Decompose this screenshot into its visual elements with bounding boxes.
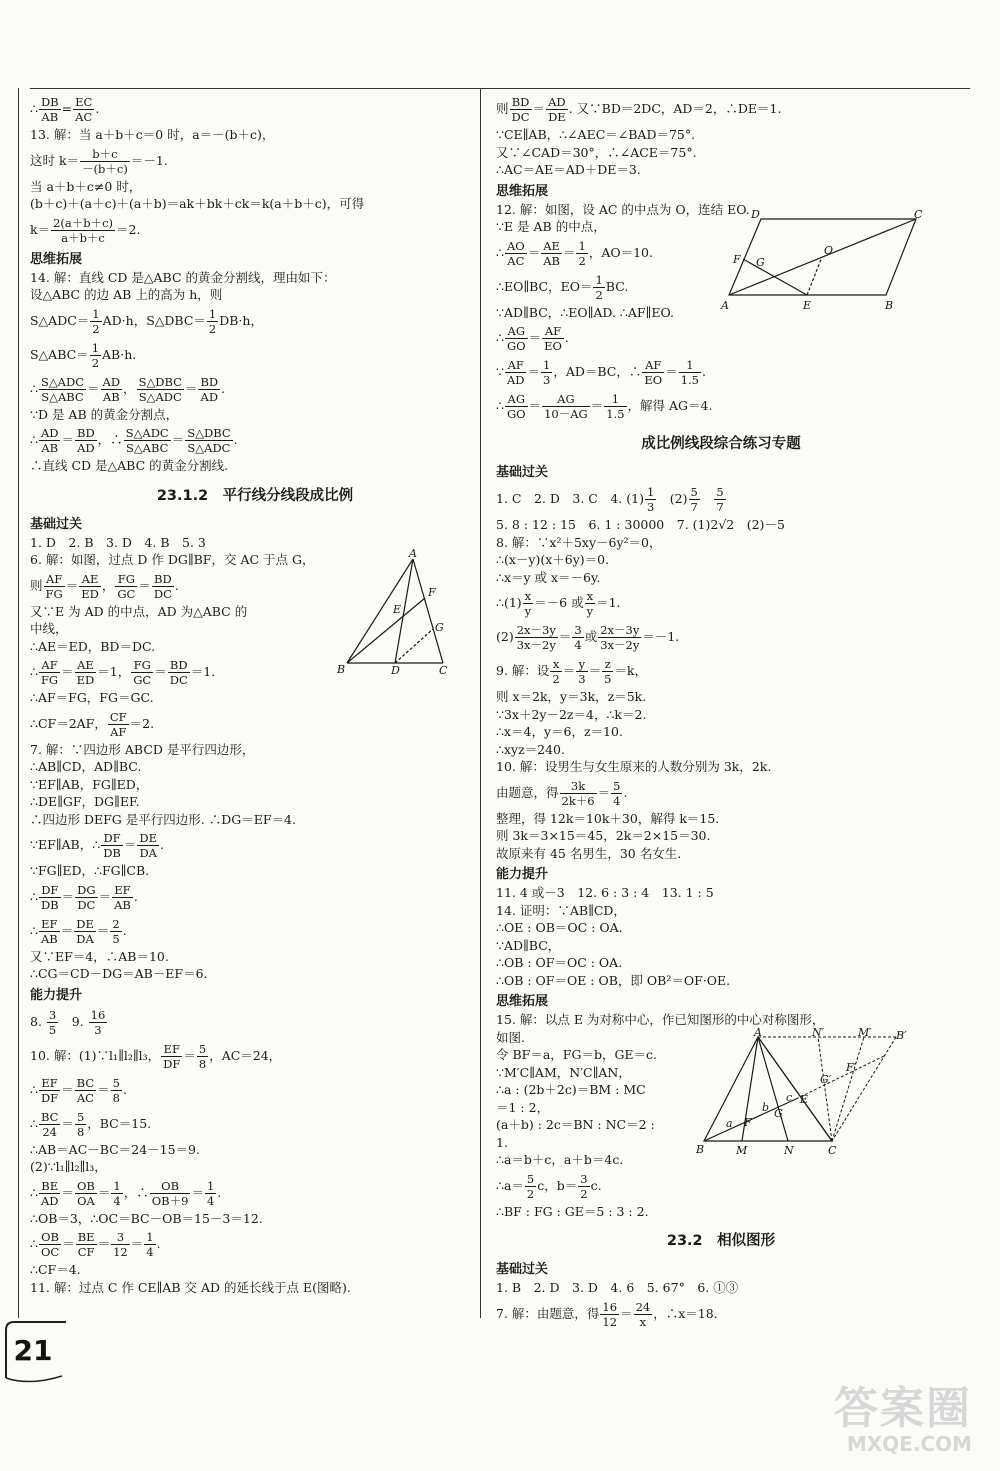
problem-9-line: 9. 解：设 $\frac{x}{2}$ ＝ $\frac{y}{3}$ ＝ $\frac{z}{5}$ ＝k，: [496, 657, 647, 686]
problem-14-line: ∵AD∥BC，: [496, 937, 561, 953]
problem-6-line: ∴CF＝2AF， $\frac{CF}{AF}$ ＝2.: [30, 709, 155, 739]
point-label-c: C: [828, 1144, 837, 1157]
problem-14-line: S△ADC＝ $\frac{1}{2}$ AD·h，S△DBC＝ $\frac{1}{2}$ DB·h，: [30, 306, 263, 336]
point-label-f: F: [428, 586, 436, 599]
segment-fe: [743, 259, 807, 295]
problem-14-line: ∴直线 CD 是△ABC 的黄金分割线.: [30, 458, 229, 473]
point-label-d: D: [751, 207, 760, 221]
segment-label-a: a: [726, 1117, 733, 1130]
point-label-e: E: [800, 1093, 809, 1106]
answers-1-4: 1. C 2. D 3. C 4. (1) $\frac{1}{3}$ (2) $\frac{5}{7}$ $\frac{5}{7}$: [496, 485, 724, 514]
problem-10-line: 10. 解：(1)∵l₁∥l₂∥l₃， $\frac{EF}{DF}$ ＝ $\frac{5}{8}$ ，AC＝24，: [30, 1041, 282, 1071]
answer-line: ∴ $\frac{DB}{AB}$ = $\frac{EC}{AC}$ .: [30, 95, 100, 124]
point-label-b: B: [885, 298, 894, 312]
triangle-symmetry-figure-problem-15: [696, 1026, 926, 1157]
problem-14-line: 14. 解：直线 CD 是△ABC 的黄金分割线，理由如下：: [30, 269, 336, 285]
segment-label-b: b: [762, 1101, 770, 1114]
problem-7-line: ∴CG＝CD－DG＝AB－EF＝6.: [30, 966, 208, 981]
problem-14-line: 设△ABC 的边 AB 上的高为 h，则: [30, 287, 223, 302]
problem-13-line: 这时 k＝ $\frac{b+c}{-(b+c)}$ ＝－1.: [30, 146, 168, 176]
point-label-m-prime: M′: [858, 1026, 872, 1039]
problem-10-line: (2)∵l₁∥l₂∥l₃，: [30, 1159, 107, 1174]
point-label-g: G: [435, 621, 444, 634]
problem-11-continued-line: 则 $\frac{BD}{DC}$ ＝ $\frac{AD}{DE}$ . 又∵BD＝2DC，AD＝2，∴DE＝1.: [496, 95, 782, 124]
triangle-figure-problem-6: [335, 547, 455, 677]
problem-7-line: ∵EF∥AB，FG∥ED，: [30, 776, 149, 792]
side-ac: [413, 559, 443, 663]
problem-14-line: ∵D 是 AB 的黄金分割点，: [30, 406, 179, 422]
problem-7-line: ∵EF∥AB，∴ $\frac{DF}{DB}$ ＝ $\frac{DE}{DA}$ .: [30, 831, 164, 860]
problem-10-line: 故原来有 45 名男生，30 名女生.: [496, 845, 682, 861]
point-label-o: O: [824, 243, 834, 257]
point-label-a: A: [721, 298, 729, 312]
problem-13-line: 13. 解：当 a＋b＋c＝0 时，a＝－(b＋c)，: [30, 127, 275, 142]
problem-10-line: ∴CF＝4.: [30, 1262, 81, 1277]
problem-9-line: ∴x＝4，y＝6，z＝10.: [496, 724, 623, 739]
heading-thinking-extension: 思维拓展: [30, 251, 83, 267]
problem-6-line: ∴AE＝ED，BD＝DC.: [30, 638, 156, 654]
point-label-b: B: [337, 663, 346, 676]
problem-12-line: ∵ $\frac{AF}{AD}$ ＝ $\frac{1}{3}$ ，AD＝BC，∴ $\frac{AF}{EO}$ ＝ $\frac{1}{1.5}$ .: [496, 358, 706, 387]
problem-12-line: ∴EO∥BC，EO＝ $\frac{1}{2}$ BC.: [496, 272, 629, 302]
problem-10-line: 10. 解：设男生与女生原来的人数分别为 3k，2k.: [496, 759, 772, 774]
problem-9-line: ∴xyz＝240.: [496, 741, 565, 757]
problem-12-line: 12. 解：如图，设 AC 的中点为 O，连结 EO.: [496, 201, 750, 217]
problem-6-block: [30, 547, 480, 741]
problem-7-line: 7. 解：由题意，得 $\frac{16}{12}$ ＝ $\frac{24}{x}$ ，∴x＝18.: [496, 1299, 718, 1329]
point-label-f-prime: F′: [846, 1061, 857, 1074]
point-label-c: C: [914, 207, 923, 221]
problem-10-line: ∴ $\frac{BE}{AD}$ ＝ $\frac{OB}{OA}$ ＝ $\frac{1}{4}$ ，∴ $\frac{OB}{OB+9}$ ＝ $\frac{1}{4}$ .: [30, 1178, 222, 1208]
answers-5-7: 5. 8 : 12 : 15 6. 1 : 30000 7. (1)2√2 (2)－5: [496, 517, 785, 532]
problem-12-block: [496, 201, 946, 424]
problem-7-line: ∴AB∥CD，AD∥BC.: [30, 759, 142, 774]
point-label-f: F: [744, 1116, 752, 1129]
watermark-logo: [834, 1385, 972, 1455]
problem-12-line: ∵AD∥BC，∴EO∥AD. ∴AF∥EO.: [496, 304, 674, 320]
problem-6-line: 则 $\frac{AF}{FG}$ ＝ $\frac{AE}{ED}$ ， $\frac{FG}{GC}$ ＝ $\frac{BD}{DC}$ .: [30, 571, 179, 601]
problem-6-line: 中线，: [30, 621, 68, 636]
problem-11-continued-line: 又∵∠CAD＝30°，∴∠ACE＝75°.: [496, 144, 697, 160]
segment-bf: [347, 598, 425, 663]
point-label-g-prime: G′: [820, 1073, 832, 1086]
problem-7-line: 7. 解：∵四边形 ABCD 是平行四边形，: [30, 741, 255, 757]
problem-15-line: ∵M′C∥AM，N′C∥AN，: [496, 1064, 631, 1080]
point-label-m: M: [736, 1144, 748, 1157]
page-number: 21: [13, 1334, 53, 1367]
problem-15-line: ∴a＝ $\frac{5}{2}$ c，b＝ $\frac{3}{2}$ c.: [496, 1171, 602, 1201]
problem-12-line: ∵E 是 AB 的中点，: [496, 219, 606, 234]
problem-7-line: ∴ $\frac{DF}{DB}$ ＝ $\frac{DG}{DC}$ ＝ $\frac{EF}{AB}$ .: [30, 882, 138, 912]
answers-8-9: 8. $\frac{3}{5}$ 9. $\frac{16}{3}$: [30, 1007, 106, 1037]
dashed-b-prime-c: [832, 1037, 896, 1141]
problem-13-line: 当 a＋b＋c≠0 时，: [30, 178, 142, 194]
heading-basic-check: 基础过关: [30, 516, 83, 532]
heading-thinking-extension: 思维拓展: [496, 994, 549, 1009]
heading-thinking-extension: 思维拓展: [496, 183, 549, 199]
problem-10-line: ∴ $\frac{BC}{24}$ ＝ $\frac{5}{8}$ ，BC＝15.: [30, 1109, 152, 1139]
point-label-d: D: [391, 664, 400, 677]
problem-14-line: ∴ $\frac{AD}{AB}$ ＝ $\frac{BD}{AD}$ ，∴ S△ADC S△ABC ＝ S△DBC S△ADC .: [30, 426, 238, 455]
heading-basic-check: 基础过关: [496, 1262, 549, 1277]
problem-8-line: ∴x＝y 或 x＝－6y.: [496, 569, 601, 585]
problem-7-line: 又∵EF＝4，∴AB＝10.: [30, 948, 169, 964]
problem-15-line: ∴a＝b＋c，a＋b＝4c.: [496, 1152, 624, 1167]
dashed-e-b-prime: [796, 1055, 886, 1099]
heading-basic-check: 基础过关: [496, 465, 549, 480]
watermark-url-text: MXQE.COM: [846, 1432, 972, 1456]
problem-7-line: ∴四边形 DEFG 是平行四边形. ∴DG＝EF＝4.: [30, 811, 296, 827]
section-title-23-2: 23.2 相似图形: [666, 1233, 776, 1249]
problem-15-line: 如图.: [496, 1029, 525, 1045]
problem-14-line: S△ABC＝ $\frac{1}{2}$ AB·h.: [30, 340, 137, 370]
segment-label-c: c: [786, 1091, 793, 1104]
problem-11-continued-line: ∴AC＝AE＝AD＋DE＝3.: [496, 162, 641, 177]
problem-10-line: 由题意，得 $\frac{3k}{2k+6}$ ＝ $\frac{5}{4}$ .: [496, 778, 628, 808]
segment-an: [758, 1037, 788, 1141]
problem-15-line: 1.: [496, 1134, 508, 1150]
right-column: [496, 92, 946, 1331]
problem-11-continued-line: ∵CE∥AB，∴∠AEC＝∠BAD＝75°.: [496, 127, 696, 142]
dashed-cn-prime: [818, 1037, 832, 1141]
problem-15-line: ∴a : (2b＋2c)＝BM : MC: [496, 1082, 646, 1097]
section-title-23-1-2: 23.1.2 平行线分线段成比例: [156, 487, 354, 504]
problem-12-line: ∴ $\frac{AO}{AC}$ ＝ $\frac{AE}{AB}$ ＝ $\frac{1}{2}$ ，AO＝10.: [496, 238, 653, 268]
problem-9-line: 则 x＝2k，y＝3k，z＝5k.: [496, 689, 647, 704]
problem-7-line: ∴DE∥GF，DG∥EF.: [30, 794, 140, 809]
problem-15-line: 15. 解：以点 E 为对称中心，作已知图形的中心对称图形，: [496, 1012, 825, 1027]
problem-14-line: ∴ S△ADC S△ABC ＝ $\frac{AD}{AB}$ ， S△DBC S△ADC ＝ $\frac{BD}{AD}$ .: [30, 374, 226, 404]
problem-10-line: 则 3k＝3×15＝45，2k＝2×15＝30.: [496, 828, 711, 843]
problem-8-line: ∴(1) $\frac{x}{y}$ ＝－6 或 $\frac{x}{y}$ ＝1.: [496, 589, 621, 618]
problem-7-line: ∵FG∥ED，∴FG∥CB.: [30, 863, 150, 878]
problem-14-line: ∴OB : OF＝OE : OB，即 OB²＝OF·OE.: [496, 972, 731, 988]
problem-10-line: ∴OB＝3，∴OC＝BC－OB＝15－3＝12.: [30, 1210, 263, 1226]
triangle-abc: [704, 1037, 832, 1141]
problem-14-line: 14. 证明：∵AB∥CD，: [496, 902, 626, 918]
left-edge-rule: [18, 88, 19, 1318]
section-title-proportional-segments: 成比例线段综合练习专题: [641, 436, 801, 452]
problem-15-block: [496, 1011, 946, 1220]
problem-6-line: ∴ $\frac{AF}{FG}$ ＝ $\frac{AE}{ED}$ ＝1， $\frac{FG}{GC}$ ＝ $\frac{BD}{DC}$ ＝1.: [30, 658, 216, 687]
problem-7-line: ∴ $\frac{EF}{AB}$ ＝ $\frac{DE}{DA}$ ＝ $\frac{2}{5}$ .: [30, 916, 127, 946]
problem-15-line: (a＋b) : 2c＝BN : NC＝2 :: [496, 1117, 655, 1132]
problem-10-line: ∴ $\frac{EF}{DF}$ ＝ $\frac{BC}{AC}$ ＝ $\frac{5}{8}$ .: [30, 1075, 127, 1105]
point-label-b: B: [696, 1143, 705, 1156]
heading-ability-improvement: 能力提升: [496, 867, 549, 882]
side-ab: [347, 559, 413, 663]
answers-1-5: 1. D 2. B 3. D 4. B 5. 3: [30, 534, 206, 550]
dashed-dg: [395, 629, 433, 663]
problem-6-line: ∴AF＝FG，FG＝GC.: [30, 690, 154, 705]
parallelogram-figure-problem-12: [721, 209, 921, 319]
point-label-n-prime: N′: [812, 1026, 825, 1039]
problem-15-line: ∴BF : FG : GE＝5 : 3 : 2.: [496, 1203, 649, 1219]
point-label-g: G: [774, 1107, 783, 1120]
problem-15-line: ＝1 : 2，: [496, 1099, 550, 1115]
dashed-cm-prime: [832, 1037, 864, 1141]
point-label-f: F: [733, 252, 741, 266]
problem-14-line: ∴OE : OB＝OC : OA.: [496, 920, 623, 935]
problem-13-line: (b＋c)＋(a＋c)＋(a＋b)＝ak＋bk＋ck＝k(a＋b＋c)，可得: [30, 196, 365, 211]
watermark-main-text: 答案圈: [834, 1383, 972, 1434]
problem-11-line: 11. 解：过点 C 作 CE∥AB 交 AD 的延长线于点 E(图略).: [30, 1279, 351, 1295]
point-label-e: E: [803, 298, 812, 312]
top-rule: [30, 88, 970, 89]
problem-13-line: k＝ $\frac{2(a+b+c)}{a+b+c}$ ＝2.: [30, 215, 141, 245]
problem-15-line: 令 BF＝a，FG＝b，GE＝c.: [496, 1047, 658, 1062]
problem-6-line: 6. 解：如图，过点 D 作 DG∥BF，交 AC 于点 G，: [30, 552, 315, 567]
point-label-g: G: [756, 255, 765, 269]
problem-10-line: 整理，得 12k＝10k＋30，解得 k＝15.: [496, 810, 720, 826]
point-label-b-prime: B′: [896, 1029, 907, 1042]
problem-8-line: 8. 解：∵x²＋5xy－6y²＝0，: [496, 534, 662, 550]
problem-6-line: 又∵E 为 AD 的中点，AD 为△ABC 的: [30, 603, 248, 619]
point-label-e: E: [393, 603, 402, 616]
problem-12-line: ∴ $\frac{AG}{GO}$ ＝ $\frac{AG}{10-AG}$ ＝ $\frac{1}{1.5}$ ，解得 AG＝4.: [496, 392, 713, 421]
problem-8-line: ∴(x－y)(x＋6y)＝0.: [496, 552, 610, 567]
problem-10-line: ∴AB＝AC－BC＝24－15＝9.: [30, 1141, 200, 1157]
problem-14-line: ∴OB : OF＝OC : OA.: [496, 955, 623, 970]
point-label-c: C: [439, 664, 448, 677]
point-label-a: A: [409, 547, 417, 560]
column-divider: [480, 88, 481, 1318]
problem-10-line: ∴ $\frac{OB}{OC}$ ＝ $\frac{BE}{CF}$ ＝ $\frac{3}{12}$ ＝ $\frac{1}{4}$ .: [30, 1230, 161, 1259]
answers-11-13: 11. 4 或－3 12. 6 : 3 : 4 13. 1 : 5: [496, 885, 714, 900]
problem-9-line: ∵3x＋2y－2z＝4，∴k＝2.: [496, 706, 647, 722]
point-label-a: A: [754, 1026, 762, 1039]
answers-1-6: 1. B 2. D 3. D 4. 6 5. 67° 6. ①③: [496, 1280, 739, 1295]
left-column: [30, 92, 480, 1296]
heading-ability-improvement: 能力提升: [30, 987, 83, 1003]
segment-ac: [758, 1037, 832, 1141]
problem-8-line: (2) $\frac{2x-3y}{3x-2y}$ ＝ $\frac{3}{4}$ 或 $\frac{2x-3y}{3x-2y}$ ＝－1.: [496, 623, 680, 652]
problem-12-line: ∴ $\frac{AG}{GO}$ ＝ $\frac{AF}{EO}$ .: [496, 324, 569, 353]
point-label-n: N: [784, 1144, 794, 1157]
